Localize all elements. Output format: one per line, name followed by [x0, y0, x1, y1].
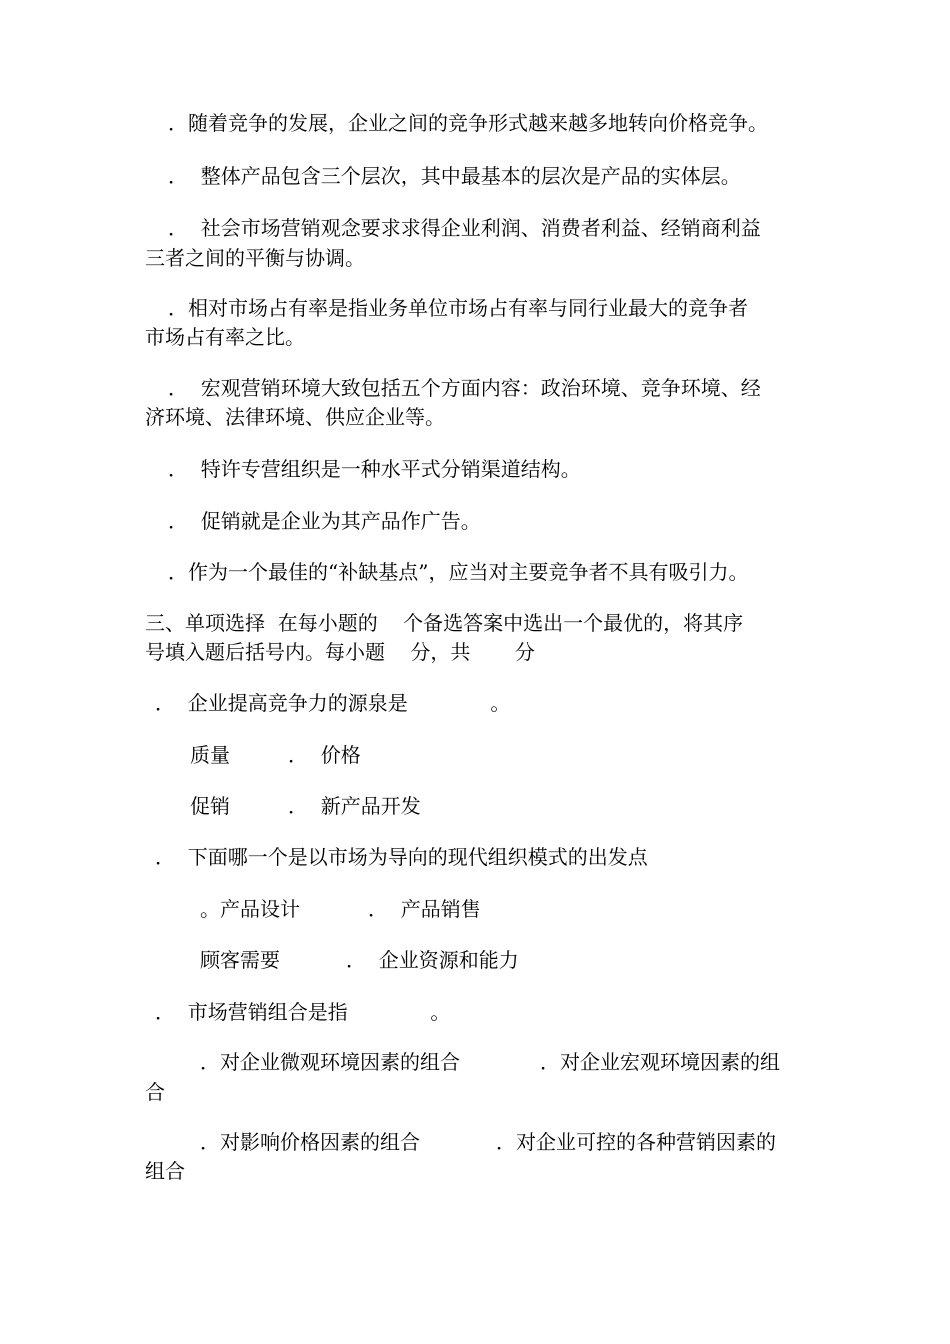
statement-5-line-1: ． 宏观营销环境大致包括五个方面内容：政治环境、竞争环境、经 — [168, 376, 761, 400]
question-1-stem: ． 企业提高竞争力的源泉是 。 — [155, 691, 511, 715]
question-2-option-c: 顾客需要 — [200, 948, 280, 972]
statement-1: ．随着竞争的发展，企业之间的竞争形式越来越多地转向价格竞争。 — [168, 111, 768, 135]
question-2-option-a: 。产品设计 — [200, 897, 300, 921]
question-2-option-d: ． 企业资源和能力 — [346, 948, 519, 972]
section-3-heading-line-1: 三、单项选择 在每小题的 个备选答案中选出一个最优的，将其序 — [145, 611, 744, 635]
statement-3-line-1: ． 社会市场营销观念要求求得企业利润、消费者利益、经销商利益 — [168, 216, 761, 240]
question-1-option-a: 质量 — [190, 743, 230, 767]
statement-2: ． 整体产品包含三个层次，其中最基本的层次是产品的实体层。 — [168, 164, 741, 188]
question-3-option-b-wrap: 合 — [145, 1080, 165, 1104]
statement-3-line-2: 三者之间的平衡与协调。 — [145, 246, 365, 270]
question-3-option-c: ．对影响价格因素的组合 — [200, 1130, 420, 1154]
question-3-option-a: ．对企业微观环境因素的组合 — [200, 1050, 460, 1074]
question-3-option-d-wrap: 组合 — [145, 1159, 185, 1183]
statement-5-line-2: 济环境、法律环境、供应企业等。 — [145, 405, 445, 429]
statement-8: ．作为一个最佳的“补缺基点”，应当对主要竞争者不具有吸引力。 — [168, 560, 749, 584]
statement-4-line-2: 市场占有率之比。 — [145, 325, 305, 349]
question-1-option-d: ． 新产品开发 — [288, 794, 421, 818]
question-3-option-b: ．对企业宏观环境因素的组 — [540, 1050, 780, 1074]
question-3-stem: ． 市场营销组合是指 。 — [155, 1000, 451, 1024]
section-3-heading-line-2: 号填入题后括号内。每小题 分，共 分 — [145, 640, 535, 664]
question-2-option-b: ． 产品销售 — [368, 897, 481, 921]
question-3-option-d: ．对企业可控的各种营销因素的 — [496, 1130, 776, 1154]
question-2-stem: ． 下面哪一个是以市场为导向的现代组织模式的出发点 — [155, 845, 648, 869]
question-1-option-b: ． 价格 — [288, 743, 361, 767]
statement-7: ． 促销就是企业为其产品作广告。 — [168, 509, 481, 533]
statement-6: ． 特许专营组织是一种水平式分销渠道结构。 — [168, 457, 581, 481]
question-1-option-c: 促销 — [190, 794, 230, 818]
statement-4-line-1: ．相对市场占有率是指业务单位市场占有率与同行业最大的竞争者 — [168, 296, 748, 320]
